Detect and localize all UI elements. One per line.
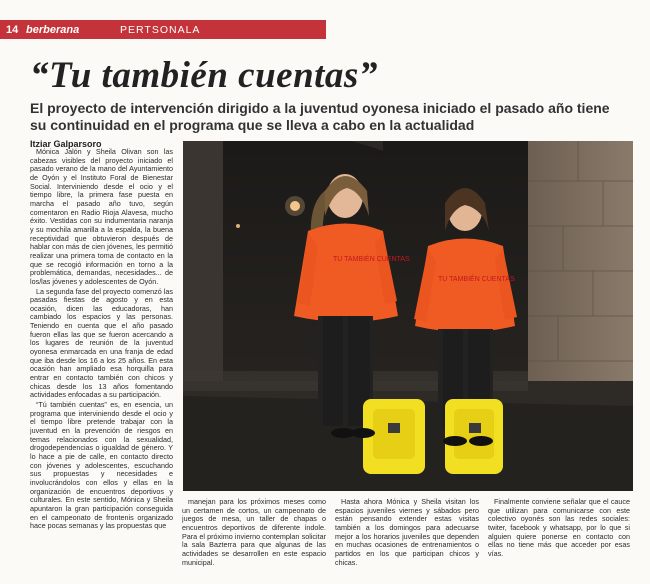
section-name: PERTSONALA xyxy=(120,23,201,36)
photo-illustration xyxy=(183,141,633,491)
article-photo xyxy=(183,141,633,491)
body-paragraph: Mónica Jalón y Sheila Olivan son las cabezas visibles del proyecto iniciado el pasado verano de la mano del Ayuntamiento de Oyón y el Instituto Foral de Bienestar Social. Interviniendo desde el ocio y el tiempo libre, la primera fase puesta en marcha el pasado año tuvo, según comentaron en Radio Rioja Alavesa, mucho éxito. Vestidas con su indumentaria naranja y su mochila amarilla a la espalda, la buena receptividad que obtuvieron después de hablar con más de cien jóvenes, les permitió realizar una primera toma de contacto en la que se recogió información en torno a la problemática, demandas, necesidades... de los/las jóvenes y adolescentes de Oyón. xyxy=(30,148,173,286)
body-paragraph: Finalmente conviene señalar que el cauce que utilizan para comunicarse con este colectivo oyonés son las redes sociales: twiter, facebook y whatsapp, por lo que si alguien quiere ponerse en contacto con ellas no tiene más que acceder por esas vías. xyxy=(488,498,630,558)
shirt-text-right: TU TAMBIÉN CUENTAS xyxy=(438,276,515,283)
article-title: “Tu también cuentas” xyxy=(30,55,378,96)
body-paragraph: La segunda fase del proyecto comenzó las pasadas fiestas de agosto y en esta ocasión, dicen las educadoras, han cambiado los espacios y las personas. Teniendo en cuenta que el año pasado fueron ellas las que se fueron acercando a los lugares de reunión de la juventud oyonesa enmarcada en una franja de edad que iba desde los 16 a los 25 años. En esta ocasión han ampliado esa horquilla para entrar en contacto también con chicos y chicas desde los 13 años fomentando actividades enfocadas a su participación. xyxy=(30,286,173,400)
article-author: Itziar Galparsoro xyxy=(30,139,102,149)
shirt-text-left: TU TAMBIÉN CUENTAS xyxy=(333,256,410,263)
body-paragraph: Hasta ahora Mónica y Sheila visitan los espacios juveniles viernes y sábados pero están pensando extender estas visitas también a los domingos para adecuarse mejor a los horarios juveniles que dependen en muchas ocasiones de entrenamientos o partidos en los que participan chicos y chicas. xyxy=(335,498,479,567)
body-column-2 xyxy=(182,498,326,580)
page-header-bar xyxy=(0,20,326,39)
body-paragraph: “Tú también cuentas” es, en esencia, un programa que interviniendo desde el ocio y el tiempo libre pretende trabajar con la juventud en la prevención de riesgos en temas relacionados con la sexualidad, drogodependencias o igualdad de género. Y lo hace a pie de calle, en contacto directo con jóvenes y adolescentes, escuchando sus propuestas y necesidades e involucrándolos con ellos y ellas en la organización de encuentros deportivos y culturales. En este sentido, Mónica y Sheila apuntaron la gran participación conseguida en el campeonato de frontenis organizado hace pocas semanas y las propuestas que xyxy=(30,400,173,531)
page-number: 14 xyxy=(6,23,19,36)
body-column-4 xyxy=(488,498,630,580)
body-paragraph: manejan para los próximos meses como un certamen de cortos, un campeonato de juegos de mesa, un taller de chapas o encuentros deportivos de diferente índole. Para el próximo invierno contemplan solicitar la sala Bazterra para que algunas de las actividades se desarrollen en este espacio municipal. xyxy=(182,498,326,567)
article-subtitle: El proyecto de intervención dirigido a la juventud oyonesa iniciado el pasado año tiene su continuidad en el programa que se lleva a cabo en la actualidad xyxy=(30,100,610,133)
body-column-3 xyxy=(335,498,479,580)
body-column-1 xyxy=(30,148,173,578)
publication-name: berberana xyxy=(26,23,80,36)
backpack-left xyxy=(363,399,425,474)
